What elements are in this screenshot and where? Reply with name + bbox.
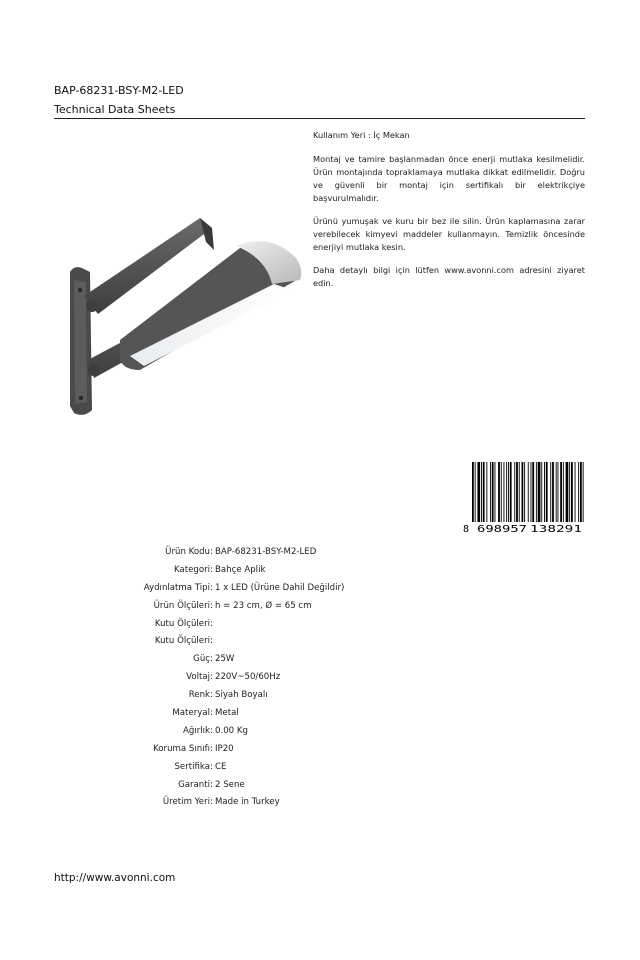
barcode-bar bbox=[498, 462, 500, 522]
barcode-bar bbox=[475, 462, 476, 522]
barcode-bar bbox=[538, 462, 541, 522]
spec-value: BAP-68231-BSY-M2-LED bbox=[215, 547, 317, 557]
barcode-first-digit: 8 bbox=[463, 524, 470, 534]
spec-label: Voltaj bbox=[186, 672, 210, 683]
spec-label: Üretim Yeri bbox=[162, 797, 210, 808]
wall-lamp-product-image bbox=[60, 210, 310, 420]
barcode-bar bbox=[490, 462, 491, 522]
barcode-bar bbox=[528, 462, 529, 522]
spec-label: Ürün Kodu bbox=[165, 547, 210, 557]
spec-value: 1 x LED (Ürüne Dahil Değildir) bbox=[215, 582, 345, 593]
barcode-left-digits: 698957 bbox=[477, 524, 527, 534]
barcode-bar bbox=[501, 462, 502, 522]
barcode-right-digits: 138291 bbox=[530, 524, 582, 534]
info-paragraph: Ürünü yumuşak ve kuru bir bez ile silin. Ürün kaplamasına zarar verebilecek kimyevi maddeler kullanmayın. Temizlik öncesinde enerjiyi mutlaka kesin. bbox=[313, 216, 585, 252]
barcode-bar bbox=[558, 462, 559, 522]
spec-label: Sertifika bbox=[174, 761, 210, 772]
barcode-bar bbox=[492, 462, 494, 522]
spec-value: IP20 bbox=[215, 743, 234, 754]
barcode-bar bbox=[580, 462, 582, 522]
spec-row: Ağırlık : 0.00 Kg bbox=[0, 723, 640, 741]
barcode-bar bbox=[508, 462, 509, 522]
spec-row: Kutu Ölçüleri : bbox=[0, 616, 640, 634]
product-code-heading: BAP-68231-BSY-M2-LED bbox=[54, 84, 184, 97]
barcode-bar bbox=[519, 462, 520, 522]
spec-value: Metal bbox=[215, 708, 239, 719]
barcode-bar bbox=[536, 462, 537, 522]
spec-value: 220V~50/60Hz bbox=[215, 672, 281, 683]
barcode-bar bbox=[506, 462, 507, 522]
spec-value: Bahçe Aplik bbox=[215, 564, 266, 575]
info-paragraph: Montaj ve tamire başlanmadan önce enerji mutlaka kesilmelidir. Ürün montajında topraklamaya mutlaka dikkat edilmelidir. Doğru ve güvenli bir montaj için sertifikalı bir elektrikçiye başvurulmalıdır. bbox=[313, 154, 585, 203]
spec-table bbox=[0, 544, 640, 812]
barcode-bar bbox=[541, 462, 542, 522]
spec-row: Üretim Yeri : Made in Turkey bbox=[0, 794, 640, 812]
barcode-bar bbox=[481, 462, 482, 522]
spec-row: Aydınlatma Tipi : 1 x LED (Ürüne Dahil Değildir) bbox=[0, 580, 640, 598]
barcode-bar bbox=[544, 462, 545, 522]
barcode-bar bbox=[566, 462, 569, 522]
barcode-bar bbox=[495, 462, 496, 522]
barcode-bar bbox=[556, 462, 557, 522]
spec-value: CE bbox=[215, 761, 227, 772]
barcode-bar bbox=[524, 462, 525, 522]
barcode-bar bbox=[486, 462, 487, 522]
website-link[interactable]: http://www.avonni.com bbox=[54, 872, 176, 884]
barcode-bar bbox=[531, 462, 532, 522]
spec-label: Kutu Ölçüleri bbox=[154, 618, 210, 629]
spec-value: 25W bbox=[215, 654, 235, 665]
barcode-bar bbox=[569, 462, 570, 522]
barcode-bar bbox=[583, 462, 584, 522]
barcode bbox=[463, 462, 585, 534]
spec-row: Kategori : Bahçe Aplik bbox=[0, 562, 640, 580]
spec-label: Kutu Ölçüleri bbox=[154, 636, 210, 647]
spec-value: Siyah Boyalı bbox=[215, 690, 268, 701]
spec-label: Renk bbox=[188, 690, 210, 701]
barcode-bar bbox=[504, 462, 505, 522]
spec-label: Materyal bbox=[172, 708, 210, 719]
spec-label: Garanti bbox=[178, 779, 210, 790]
barcode-bar bbox=[472, 462, 474, 522]
spec-label: Ürün Ölçüleri bbox=[153, 600, 210, 611]
spec-row: Güç : 25W bbox=[0, 651, 640, 669]
barcode-bar bbox=[563, 462, 564, 522]
barcode-bars bbox=[472, 462, 584, 522]
spec-row: Voltaj : 220V~50/60Hz bbox=[0, 669, 640, 687]
barcode-bar bbox=[510, 462, 512, 522]
spec-label: Aydınlatma Tipi bbox=[143, 582, 210, 593]
spec-label: Kategori bbox=[173, 564, 210, 575]
spec-value: Made in Turkey bbox=[215, 797, 280, 808]
barcode-bar bbox=[575, 462, 576, 522]
spec-label: Koruma Sınıfı bbox=[153, 743, 210, 754]
barcode-bar bbox=[571, 462, 573, 522]
barcode-bar bbox=[550, 462, 551, 522]
info-paragraph: Daha detaylı bilgi için lütfen www.avonni.com adresini ziyaret edin. bbox=[313, 265, 585, 288]
barcode-bar bbox=[560, 462, 562, 522]
spec-row: Kutu Ölçüleri : bbox=[0, 633, 640, 651]
barcode-bar bbox=[522, 462, 524, 522]
barcode-bar bbox=[552, 462, 554, 522]
barcode-bar bbox=[483, 462, 485, 522]
spec-row: Garanti : 2 Sene bbox=[0, 777, 640, 795]
document-subtitle: Technical Data Sheets bbox=[54, 103, 176, 116]
spec-row: Ürün Kodu : BAP-68231-BSY-M2-LED bbox=[0, 544, 640, 562]
spec-label: Ağırlık bbox=[182, 725, 210, 736]
barcode-bar bbox=[516, 462, 518, 522]
spec-row: Materyal : Metal bbox=[0, 705, 640, 723]
info-text-block bbox=[313, 129, 585, 300]
barcode-bar bbox=[477, 462, 480, 522]
spec-row: Koruma Sınıfı : IP20 bbox=[0, 741, 640, 759]
barcode-bar bbox=[532, 462, 534, 522]
spec-row: Renk : Siyah Boyalı bbox=[0, 687, 640, 705]
spec-row: Sertifika : CE bbox=[0, 759, 640, 777]
spec-value: 2 Sene bbox=[215, 779, 245, 790]
header-divider bbox=[54, 118, 585, 119]
barcode-bar bbox=[514, 462, 515, 522]
spec-value: h = 23 cm, Ø = 65 cm bbox=[215, 600, 312, 611]
spec-value: 0.00 Kg bbox=[215, 725, 248, 736]
barcode-bar bbox=[578, 462, 579, 522]
barcode-bar bbox=[546, 462, 548, 522]
spec-row: Ürün Ölçüleri : h = 23 cm, Ø = 65 cm bbox=[0, 598, 640, 616]
spec-label: Güç bbox=[193, 654, 210, 665]
usage-location: Kullanım Yeri : İç Mekan bbox=[313, 130, 410, 140]
